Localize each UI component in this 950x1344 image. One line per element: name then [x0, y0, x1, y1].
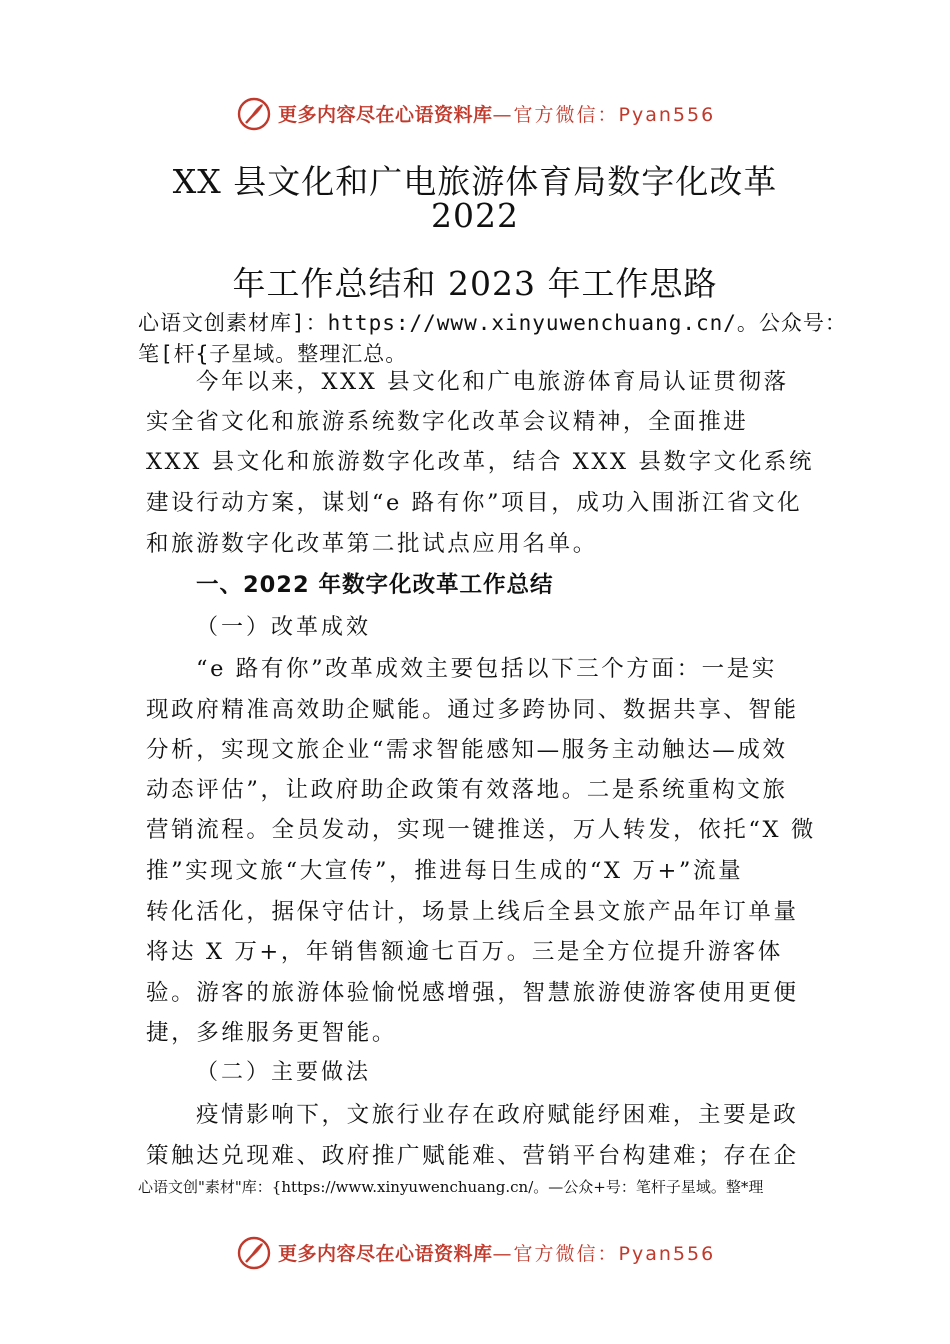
paragraph-line: 动态评估”，让政府助企政策有效落地。二是系统重构文旅 — [146, 777, 788, 803]
paragraph-line: 营销流程。全员发动，实现一键推送，万人转发，依托“X 微 — [146, 817, 816, 843]
banner-wechat: 官方微信：Pyan556 — [513, 1243, 716, 1265]
paragraph-line: 验。游客的旅游体验愉悦感增强，智慧旅游使游客使用更便 — [146, 980, 799, 1006]
section-heading: 一、2022 年数字化改革工作总结 — [196, 572, 554, 598]
intro-line: 建设行动方案，谋划“e 路有你”项目，成功入围浙江省文化 — [146, 490, 803, 516]
intro-line: XXX 县文化和旅游数字化改革，结合 XXX 县数字文化系统 — [146, 449, 815, 475]
banner-brand: 更多内容尽在心语资料库 — [278, 104, 493, 126]
doc-title-line2: 2022 — [431, 196, 519, 235]
banner-dash: — — [492, 104, 514, 126]
banner-brand: 更多内容尽在心语资料库 — [278, 1243, 493, 1265]
paragraph-line: 推”实现文旅“大宣传”，推进每日生成的“X 万+”流量 — [146, 858, 744, 884]
bottom-banner — [0, 1231, 950, 1275]
paragraph-line: “e 路有你”改革成效主要包括以下三个方面：一是实 — [196, 656, 777, 682]
doc-title-line3: 年工作总结和 2023 年工作思路 — [232, 264, 718, 303]
top-banner — [0, 92, 950, 136]
paragraph-line: 捷，多维服务更智能。 — [146, 1020, 398, 1046]
banner-wechat: 官方微信：Pyan556 — [513, 104, 716, 126]
subsection-heading-methods: （二）主要做法 — [196, 1060, 372, 1085]
paragraph-line: 分析，实现文旅企业“需求智能感知—服务主动触达—成效 — [146, 737, 788, 763]
paragraph-line: 现政府精准高效助企赋能。通过多跨协同、数据共享、智能 — [146, 697, 799, 723]
feather-pen-logo-icon — [236, 1235, 272, 1271]
subsection-heading-results: （一）改革成效 — [196, 615, 372, 640]
source-note-line1: 心语文创素材库]：https://www.xinyuwenchuang.cn/。公众号： — [138, 311, 847, 335]
doc-title-line1: XX 县文化和广电旅游体育局数字化改革 — [172, 162, 778, 201]
intro-line: 实全省文化和旅游系统数字化改革会议精神，全面推进 — [146, 409, 749, 435]
banner-dash: — — [492, 1243, 514, 1265]
intro-line: 和旅游数字化改革第二批试点应用名单。 — [146, 531, 598, 557]
paragraph-line: 疫情影响下，文旅行业存在政府赋能纾困难，主要是政 — [196, 1102, 799, 1128]
paragraph-line: 策触达兑现难、政府推广赋能难、营销平台构建难；存在企 — [146, 1143, 799, 1169]
feather-pen-logo-icon — [236, 96, 272, 132]
intro-line: 今年以来，XXX 县文化和广电旅游体育局认证贯彻落 — [196, 369, 789, 395]
footer-source-note: 心语文创"素材"库：{https://www.xinyuwenchuang.cn/。—公众+号：笔杆子星域。整*理 — [138, 1178, 764, 1196]
source-note-line2: 笔[杆{子星域。整理汇总。 — [138, 342, 408, 366]
paragraph-line: 将达 X 万+，年销售额逾七百万。三是全方位提升游客体 — [146, 939, 783, 965]
paragraph-line: 转化活化，据保守估计，场景上线后全县文旅产品年订单量 — [146, 899, 799, 925]
